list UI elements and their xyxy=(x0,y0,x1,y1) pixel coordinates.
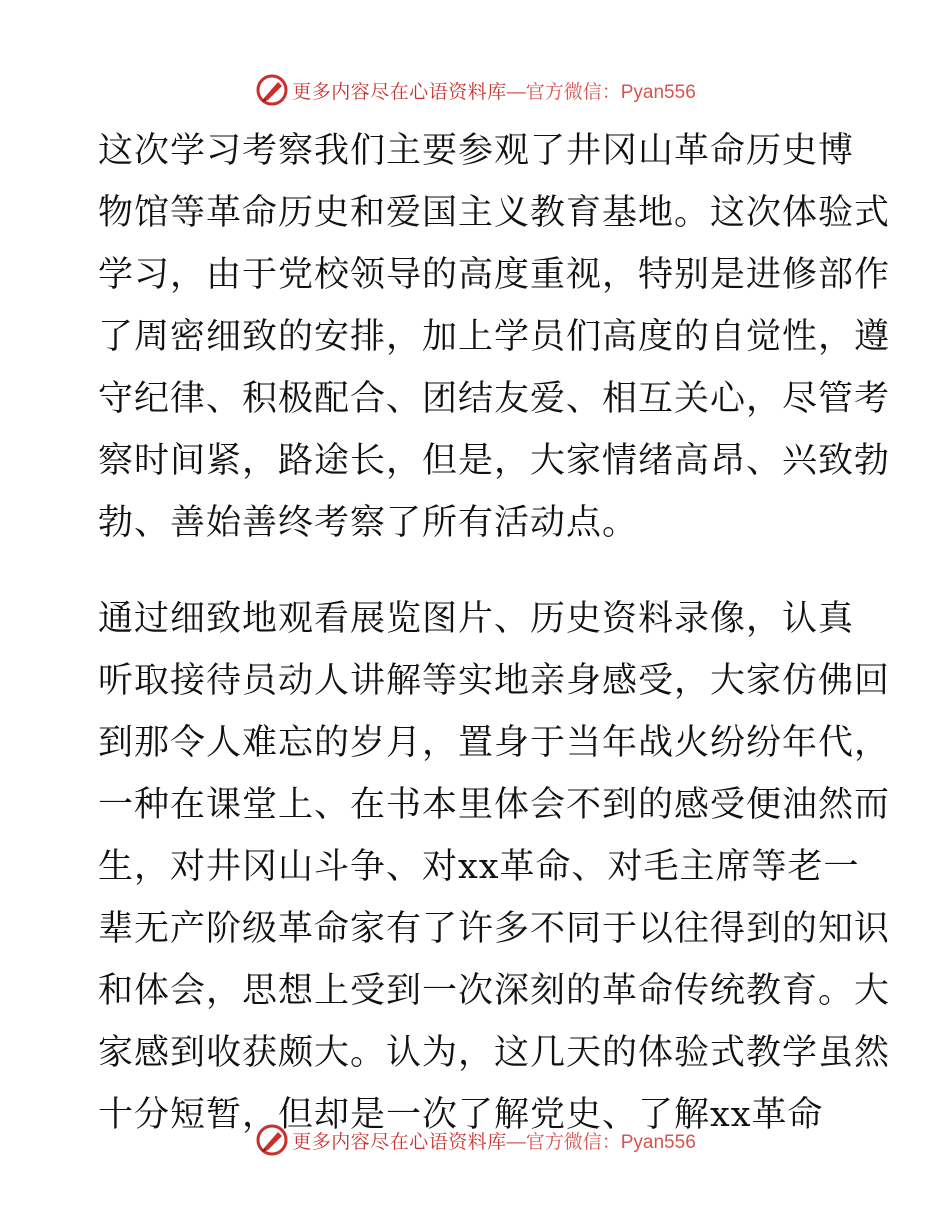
text-line: 勃、善始善终考察了所有活动点。 xyxy=(98,503,639,543)
text-line: 学习，由于党校领导的高度重视，特别是进修部作 xyxy=(98,255,891,295)
header-banner xyxy=(0,70,950,110)
text-line: 物馆等革命历史和爱国主义教育基地。这次体验式 xyxy=(98,193,891,233)
text-line: 到那令人难忘的岁月，置身于当年战火纷纷年代， xyxy=(98,723,891,763)
header-brand-text: 更多内容尽在心语资料库 xyxy=(292,80,507,103)
pen-logo-icon xyxy=(254,72,290,108)
text-line: 一种在课堂上、在书本里体会不到的感受便油然而 xyxy=(98,785,891,825)
text-line: 家感到收获颇大。认为，这几天的体验式教学虽然 xyxy=(98,1033,891,1073)
paragraph-2 xyxy=(98,588,891,1146)
text-line: 和体会，思想上受到一次深刻的革命传统教育。大 xyxy=(98,971,891,1011)
text-line: 辈无产阶级革命家有了许多不同于以往得到的知识 xyxy=(98,909,891,949)
text-line: 了周密细致的安排，加上学员们高度的自觉性，遵 xyxy=(98,317,891,357)
footer-brand-text: 更多内容尽在心语资料库 xyxy=(292,1130,507,1153)
document-body xyxy=(98,120,891,1146)
footer-banner xyxy=(0,1120,950,1160)
text-line: 这次学习考察我们主要参观了井冈山革命历史博 xyxy=(98,131,855,171)
header-contact-text: —官方微信：Pyan556 xyxy=(506,81,696,103)
paragraph-spacer xyxy=(98,554,858,588)
text-line: 十分短暂，但却是一次了解党史、了解xx革命 xyxy=(98,1095,824,1135)
text-line: 察时间紧，路途长，但是，大家情绪高昂、兴致勃 xyxy=(98,441,891,481)
footer-contact-text: —官方微信：Pyan556 xyxy=(506,1131,696,1153)
text-line: 听取接待员动人讲解等实地亲身感受，大家仿佛回 xyxy=(98,661,891,701)
text-line: 通过细致地观看展览图片、历史资料录像，认真 xyxy=(98,599,855,639)
paragraph-1 xyxy=(98,120,891,554)
pen-logo-icon xyxy=(254,1122,290,1158)
text-line: 守纪律、积极配合、团结友爱、相互关心，尽管考 xyxy=(98,379,891,419)
text-line: 生，对井冈山斗争、对xx革命、对毛主席等老一 xyxy=(98,847,860,887)
